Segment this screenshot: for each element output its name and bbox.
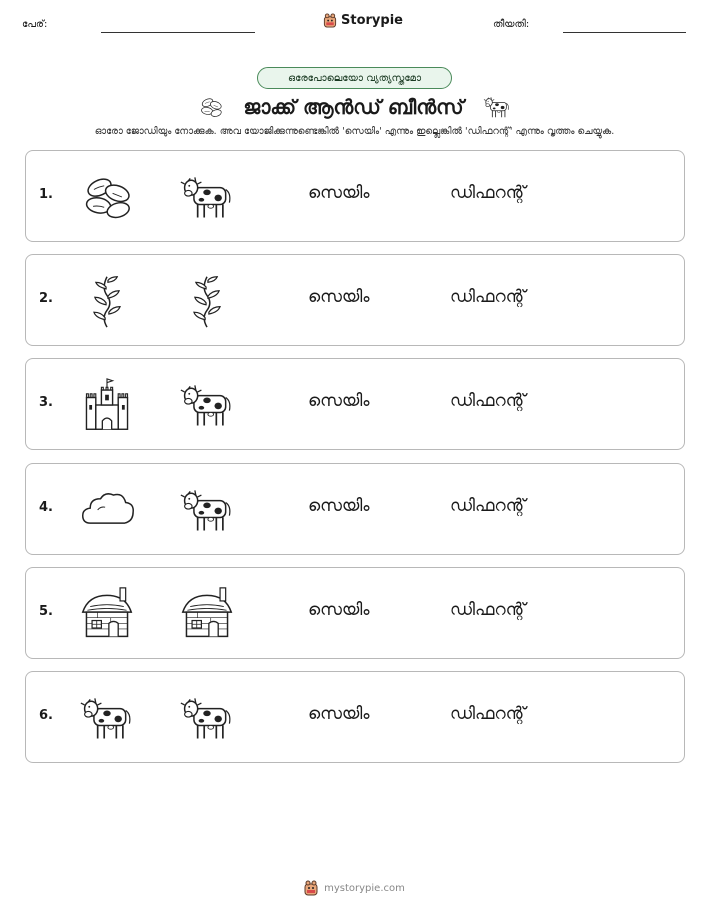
question-list (25, 150, 685, 775)
question-row (25, 254, 685, 346)
storypie-logo-icon (304, 880, 318, 896)
cow-icon (178, 690, 236, 746)
brand-name: Storypie (341, 13, 403, 28)
cow-icon (482, 93, 512, 121)
question-row (25, 567, 685, 659)
question-row (25, 150, 685, 242)
question-row (25, 463, 685, 555)
question-number: 5. (39, 603, 53, 619)
page-title: ജാക്ക് ആൻഡ് ബീൻസ് (243, 95, 464, 119)
different-option[interactable]: ഡിഫറന്റ് (450, 391, 526, 412)
brand-logo (323, 13, 403, 28)
cow-icon (178, 482, 236, 538)
same-option[interactable]: സെയിം (308, 495, 370, 516)
same-option[interactable]: സെയിം (308, 703, 370, 724)
question-number: 4. (39, 499, 53, 515)
beans-icon (197, 94, 225, 120)
different-option[interactable]: ഡിഫറന്റ് (450, 287, 526, 308)
same-option[interactable]: സെയിം (308, 599, 370, 620)
same-option[interactable]: സെയിം (308, 183, 370, 203)
castle-icon (78, 377, 136, 433)
question-row (25, 671, 685, 763)
different-option[interactable]: ഡിഫറന്റ് (450, 599, 526, 620)
cow-icon (178, 169, 236, 225)
cottage-icon (178, 586, 236, 642)
question-number: 2. (39, 291, 53, 307)
storypie-logo-icon (323, 13, 337, 28)
question-number: 3. (39, 395, 53, 411)
question-number: 1. (39, 187, 53, 202)
name-line[interactable] (101, 32, 255, 33)
worksheet-type-badge: ഒരേപോലെയോ വ്യത്യസ്തമോ (257, 67, 452, 89)
footer-url[interactable]: mystorypie.com (324, 882, 405, 894)
question-row (25, 358, 685, 450)
beans-icon (78, 169, 136, 225)
different-option[interactable]: ഡിഫറന്റ് (450, 183, 526, 203)
footer (0, 880, 709, 896)
different-option[interactable]: ഡിഫറന്റ് (450, 495, 526, 516)
date-label: തീയതി: (493, 19, 530, 30)
instructions: ഓരോ ജോഡിയും നോക്കുക. അവ യോജിക്കുന്നുണ്ടെങ്കിൽ 'സെയിം' എന്നും ഇല്ലെങ്കിൽ 'ഡിഫറന്റ്' എന്നും വൃത്തം ചെയ്യുക. (94, 126, 615, 137)
cow-icon (178, 377, 236, 433)
beanstalk-icon (78, 273, 136, 329)
same-option[interactable]: സെയിം (308, 391, 370, 412)
cloud-icon (78, 482, 136, 538)
beanstalk-icon (178, 273, 236, 329)
question-number: 6. (39, 707, 53, 723)
name-label: പേര്: (22, 19, 48, 30)
cow-icon (78, 690, 136, 746)
different-option[interactable]: ഡിഫറന്റ് (450, 703, 526, 724)
worksheet-header (0, 0, 709, 50)
same-option[interactable]: സെയിം (308, 287, 370, 308)
cottage-icon (78, 586, 136, 642)
title-row (0, 90, 709, 124)
date-line[interactable] (563, 32, 686, 33)
